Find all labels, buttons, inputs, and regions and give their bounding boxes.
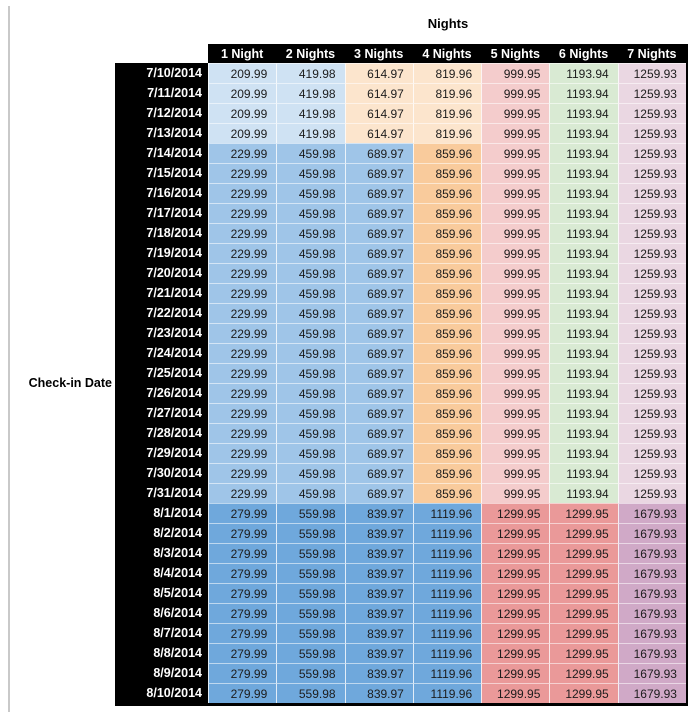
price-cell: 859.96 — [413, 403, 481, 423]
date-cell: 7/16/2014 — [115, 183, 208, 203]
price-cell: 1259.93 — [618, 223, 686, 243]
date-cell: 7/21/2014 — [115, 283, 208, 303]
price-cell: 229.99 — [208, 323, 276, 343]
price-cell: 1259.93 — [618, 103, 686, 123]
price-cell: 1679.93 — [618, 623, 686, 643]
column-header-1-nights: 1 Night — [208, 44, 276, 63]
price-cell: 459.98 — [276, 403, 344, 423]
price-cell: 1299.95 — [549, 623, 617, 643]
price-cell: 459.98 — [276, 203, 344, 223]
price-cell: 229.99 — [208, 423, 276, 443]
price-cell: 1259.93 — [618, 83, 686, 103]
price-cell: 1119.96 — [413, 603, 481, 623]
price-cell: 1299.95 — [549, 683, 617, 703]
date-cell: 7/17/2014 — [115, 203, 208, 223]
price-cell: 559.98 — [276, 643, 344, 663]
price-cell: 459.98 — [276, 443, 344, 463]
price-cell: 1259.93 — [618, 183, 686, 203]
price-cell: 859.96 — [413, 183, 481, 203]
price-cell: 1299.95 — [549, 663, 617, 683]
price-cell: 999.95 — [481, 283, 549, 303]
date-cell: 7/10/2014 — [115, 63, 208, 83]
price-cell: 689.97 — [345, 343, 413, 363]
price-cell: 279.99 — [208, 543, 276, 563]
price-cell: 689.97 — [345, 163, 413, 183]
price-cell: 689.97 — [345, 223, 413, 243]
price-cell: 819.96 — [413, 83, 481, 103]
date-cell: 7/29/2014 — [115, 443, 208, 463]
price-cell: 999.95 — [481, 443, 549, 463]
date-cell: 8/2/2014 — [115, 523, 208, 543]
price-cell: 1193.94 — [549, 143, 617, 163]
price-cell: 279.99 — [208, 623, 276, 643]
price-cell: 229.99 — [208, 163, 276, 183]
price-cell: 859.96 — [413, 303, 481, 323]
price-cell: 1119.96 — [413, 583, 481, 603]
price-cell: 1119.96 — [413, 643, 481, 663]
price-cell: 459.98 — [276, 243, 344, 263]
price-cell: 999.95 — [481, 323, 549, 343]
column-header-6-nights: 6 Nights — [549, 44, 617, 63]
price-cell: 689.97 — [345, 383, 413, 403]
price-cell: 999.95 — [481, 243, 549, 263]
price-cell: 614.97 — [345, 63, 413, 83]
price-cell: 1193.94 — [549, 323, 617, 343]
date-cell: 7/14/2014 — [115, 143, 208, 163]
price-cell: 839.97 — [345, 583, 413, 603]
price-cell: 1193.94 — [549, 483, 617, 503]
price-cell: 859.96 — [413, 263, 481, 283]
price-cell: 999.95 — [481, 463, 549, 483]
price-cell: 859.96 — [413, 203, 481, 223]
price-cell: 229.99 — [208, 483, 276, 503]
price-cell: 1119.96 — [413, 663, 481, 683]
price-cell: 1259.93 — [618, 163, 686, 183]
price-cell: 1119.96 — [413, 623, 481, 643]
price-cell: 1259.93 — [618, 443, 686, 463]
price-cell: 229.99 — [208, 223, 276, 243]
price-cell: 559.98 — [276, 603, 344, 623]
price-cell: 1299.95 — [549, 503, 617, 523]
price-cell: 1299.95 — [549, 523, 617, 543]
price-cell: 859.96 — [413, 343, 481, 363]
price-cell: 279.99 — [208, 583, 276, 603]
price-cell: 999.95 — [481, 363, 549, 383]
price-cell: 459.98 — [276, 463, 344, 483]
price-cell: 1193.94 — [549, 443, 617, 463]
price-cell: 999.95 — [481, 163, 549, 183]
price-cell: 229.99 — [208, 363, 276, 383]
price-cell: 1259.93 — [618, 363, 686, 383]
price-cell: 419.98 — [276, 103, 344, 123]
price-cell: 279.99 — [208, 603, 276, 623]
price-cell: 279.99 — [208, 683, 276, 703]
price-cell: 559.98 — [276, 683, 344, 703]
price-cell: 859.96 — [413, 163, 481, 183]
corner-spacer — [115, 44, 208, 63]
price-cell: 279.99 — [208, 503, 276, 523]
price-cell: 614.97 — [345, 83, 413, 103]
price-cell: 1299.95 — [481, 583, 549, 603]
price-cell: 999.95 — [481, 63, 549, 83]
price-cell: 1259.93 — [618, 243, 686, 263]
price-cell: 859.96 — [413, 383, 481, 403]
price-cell: 839.97 — [345, 503, 413, 523]
price-cell: 1299.95 — [481, 543, 549, 563]
price-cell: 1119.96 — [413, 683, 481, 703]
price-cell: 459.98 — [276, 383, 344, 403]
price-cell: 1259.93 — [618, 483, 686, 503]
price-cell: 1259.93 — [618, 263, 686, 283]
price-cell: 1259.93 — [618, 283, 686, 303]
price-cell: 559.98 — [276, 583, 344, 603]
price-cell: 614.97 — [345, 103, 413, 123]
price-cell: 209.99 — [208, 123, 276, 143]
price-cell: 999.95 — [481, 423, 549, 443]
price-cell: 1299.95 — [549, 603, 617, 623]
price-cell: 1193.94 — [549, 183, 617, 203]
price-cell: 859.96 — [413, 323, 481, 343]
date-cell: 8/8/2014 — [115, 643, 208, 663]
price-cell: 229.99 — [208, 443, 276, 463]
price-cell: 229.99 — [208, 203, 276, 223]
price-cell: 1119.96 — [413, 543, 481, 563]
date-cell: 7/20/2014 — [115, 263, 208, 283]
price-cell: 1193.94 — [549, 283, 617, 303]
price-cell: 1679.93 — [618, 563, 686, 583]
price-cell: 689.97 — [345, 323, 413, 343]
price-cell: 689.97 — [345, 263, 413, 283]
price-cell: 459.98 — [276, 423, 344, 443]
price-cell: 839.97 — [345, 683, 413, 703]
price-cell: 1259.93 — [618, 323, 686, 343]
price-cell: 1193.94 — [549, 123, 617, 143]
price-cell: 229.99 — [208, 243, 276, 263]
price-cell: 229.99 — [208, 343, 276, 363]
price-cell: 459.98 — [276, 483, 344, 503]
price-cell: 559.98 — [276, 543, 344, 563]
price-cell: 459.98 — [276, 323, 344, 343]
date-cell: 7/26/2014 — [115, 383, 208, 403]
price-cell: 1193.94 — [549, 163, 617, 183]
column-header-4-nights: 4 Nights — [413, 44, 481, 63]
price-cell: 689.97 — [345, 283, 413, 303]
date-cell: 8/9/2014 — [115, 663, 208, 683]
price-cell: 459.98 — [276, 143, 344, 163]
date-cell: 8/10/2014 — [115, 683, 208, 703]
price-table — [115, 44, 688, 706]
price-cell: 1299.95 — [481, 683, 549, 703]
price-cell: 689.97 — [345, 183, 413, 203]
price-cell: 1679.93 — [618, 583, 686, 603]
price-cell: 1679.93 — [618, 683, 686, 703]
price-cell: 859.96 — [413, 143, 481, 163]
price-cell: 209.99 — [208, 83, 276, 103]
date-cell: 7/13/2014 — [115, 123, 208, 143]
price-cell: 839.97 — [345, 603, 413, 623]
row-axis-label: Check-in Date — [28, 376, 112, 390]
price-cell: 999.95 — [481, 183, 549, 203]
price-cell: 279.99 — [208, 663, 276, 683]
price-cell: 1259.93 — [618, 383, 686, 403]
date-cell: 7/24/2014 — [115, 343, 208, 363]
price-cell: 229.99 — [208, 403, 276, 423]
date-cell: 7/11/2014 — [115, 83, 208, 103]
price-cell: 1259.93 — [618, 303, 686, 323]
price-cell: 859.96 — [413, 243, 481, 263]
price-cell: 1679.93 — [618, 663, 686, 683]
price-cell: 1299.95 — [549, 543, 617, 563]
price-cell: 1193.94 — [549, 263, 617, 283]
price-cell: 459.98 — [276, 163, 344, 183]
price-cell: 819.96 — [413, 103, 481, 123]
column-header-2-nights: 2 Nights — [276, 44, 344, 63]
price-cell: 689.97 — [345, 303, 413, 323]
price-cell: 1119.96 — [413, 523, 481, 543]
price-cell: 859.96 — [413, 283, 481, 303]
price-cell: 279.99 — [208, 563, 276, 583]
price-cell: 559.98 — [276, 663, 344, 683]
date-cell: 7/28/2014 — [115, 423, 208, 443]
price-cell: 859.96 — [413, 443, 481, 463]
price-cell: 999.95 — [481, 343, 549, 363]
price-cell: 459.98 — [276, 223, 344, 243]
price-cell: 1259.93 — [618, 423, 686, 443]
price-cell: 1193.94 — [549, 463, 617, 483]
price-cell: 999.95 — [481, 223, 549, 243]
date-cell: 8/4/2014 — [115, 563, 208, 583]
price-cell: 229.99 — [208, 463, 276, 483]
price-cell: 999.95 — [481, 303, 549, 323]
date-cell: 8/1/2014 — [115, 503, 208, 523]
date-cell: 8/5/2014 — [115, 583, 208, 603]
price-cell: 689.97 — [345, 363, 413, 383]
price-cell: 559.98 — [276, 523, 344, 543]
price-cell: 819.96 — [413, 123, 481, 143]
price-cell: 689.97 — [345, 483, 413, 503]
price-cell: 1679.93 — [618, 643, 686, 663]
date-cell: 7/25/2014 — [115, 363, 208, 383]
price-cell: 1119.96 — [413, 563, 481, 583]
price-cell: 279.99 — [208, 523, 276, 543]
date-cell: 7/27/2014 — [115, 403, 208, 423]
price-cell: 859.96 — [413, 223, 481, 243]
price-cell: 839.97 — [345, 643, 413, 663]
price-cell: 1679.93 — [618, 543, 686, 563]
date-cell: 7/31/2014 — [115, 483, 208, 503]
price-cell: 1259.93 — [618, 403, 686, 423]
price-cell: 459.98 — [276, 303, 344, 323]
date-cell: 7/15/2014 — [115, 163, 208, 183]
price-cell: 1193.94 — [549, 403, 617, 423]
price-cell: 1299.95 — [549, 563, 617, 583]
price-cell: 859.96 — [413, 463, 481, 483]
price-cell: 999.95 — [481, 83, 549, 103]
price-cell: 999.95 — [481, 103, 549, 123]
price-cell: 1679.93 — [618, 523, 686, 543]
date-cell: 7/22/2014 — [115, 303, 208, 323]
price-cell: 839.97 — [345, 663, 413, 683]
price-cell: 1299.95 — [481, 523, 549, 543]
price-cell: 1119.96 — [413, 503, 481, 523]
price-cell: 229.99 — [208, 263, 276, 283]
price-cell: 559.98 — [276, 503, 344, 523]
price-cell: 209.99 — [208, 63, 276, 83]
price-cell: 1193.94 — [549, 363, 617, 383]
price-cell: 859.96 — [413, 483, 481, 503]
price-cell: 1193.94 — [549, 423, 617, 443]
price-cell: 1259.93 — [618, 203, 686, 223]
price-cell: 229.99 — [208, 283, 276, 303]
price-cell: 689.97 — [345, 243, 413, 263]
price-cell: 1193.94 — [549, 83, 617, 103]
price-cell: 419.98 — [276, 83, 344, 103]
price-cell: 999.95 — [481, 383, 549, 403]
price-cell: 689.97 — [345, 143, 413, 163]
price-cell: 1299.95 — [481, 503, 549, 523]
price-cell: 1193.94 — [549, 223, 617, 243]
price-cell: 1259.93 — [618, 63, 686, 83]
price-cell: 1193.94 — [549, 203, 617, 223]
price-cell: 689.97 — [345, 203, 413, 223]
price-cell: 1259.93 — [618, 143, 686, 163]
column-header-7-nights: 7 Nights — [618, 44, 686, 63]
price-cell: 1259.93 — [618, 343, 686, 363]
price-cell: 1299.95 — [481, 663, 549, 683]
price-cell: 1193.94 — [549, 103, 617, 123]
price-cell: 689.97 — [345, 463, 413, 483]
price-cell: 229.99 — [208, 383, 276, 403]
price-cell: 819.96 — [413, 63, 481, 83]
price-cell: 1193.94 — [549, 343, 617, 363]
price-cell: 999.95 — [481, 203, 549, 223]
price-cell: 559.98 — [276, 623, 344, 643]
price-cell: 1193.94 — [549, 383, 617, 403]
price-cell: 1193.94 — [549, 303, 617, 323]
price-cell: 1299.95 — [481, 643, 549, 663]
price-cell: 1299.95 — [481, 603, 549, 623]
price-cell: 459.98 — [276, 343, 344, 363]
price-cell: 1259.93 — [618, 123, 686, 143]
price-cell: 999.95 — [481, 483, 549, 503]
price-cell: 999.95 — [481, 403, 549, 423]
price-cell: 1299.95 — [481, 623, 549, 643]
price-cell: 279.99 — [208, 643, 276, 663]
price-cell: 229.99 — [208, 143, 276, 163]
table-title: Nights — [427, 16, 469, 31]
price-cell: 689.97 — [345, 423, 413, 443]
price-cell: 1299.95 — [549, 583, 617, 603]
left-gridline — [8, 6, 10, 712]
price-cell: 999.95 — [481, 143, 549, 163]
price-cell: 459.98 — [276, 183, 344, 203]
price-cell: 689.97 — [345, 443, 413, 463]
price-cell: 559.98 — [276, 563, 344, 583]
price-cell: 419.98 — [276, 63, 344, 83]
price-cell: 1299.95 — [549, 643, 617, 663]
date-cell: 7/12/2014 — [115, 103, 208, 123]
date-cell: 7/19/2014 — [115, 243, 208, 263]
price-cell: 1679.93 — [618, 603, 686, 623]
column-header-5-nights: 5 Nights — [481, 44, 549, 63]
price-cell: 419.98 — [276, 123, 344, 143]
date-cell: 8/6/2014 — [115, 603, 208, 623]
price-cell: 1193.94 — [549, 243, 617, 263]
price-cell: 859.96 — [413, 423, 481, 443]
price-cell: 839.97 — [345, 623, 413, 643]
date-cell: 8/3/2014 — [115, 543, 208, 563]
price-cell: 999.95 — [481, 263, 549, 283]
price-cell: 1259.93 — [618, 463, 686, 483]
price-cell: 1193.94 — [549, 63, 617, 83]
price-cell: 229.99 — [208, 303, 276, 323]
price-cell: 839.97 — [345, 563, 413, 583]
date-cell: 7/30/2014 — [115, 463, 208, 483]
price-cell: 1299.95 — [481, 563, 549, 583]
price-cell: 459.98 — [276, 283, 344, 303]
price-cell: 859.96 — [413, 363, 481, 383]
date-cell: 7/23/2014 — [115, 323, 208, 343]
price-cell: 614.97 — [345, 123, 413, 143]
price-cell: 999.95 — [481, 123, 549, 143]
price-cell: 459.98 — [276, 263, 344, 283]
price-cell: 839.97 — [345, 543, 413, 563]
price-cell: 229.99 — [208, 183, 276, 203]
date-cell: 8/7/2014 — [115, 623, 208, 643]
price-cell: 209.99 — [208, 103, 276, 123]
date-cell: 7/18/2014 — [115, 223, 208, 243]
price-cell: 459.98 — [276, 363, 344, 383]
column-header-3-nights: 3 Nights — [345, 44, 413, 63]
price-cell: 839.97 — [345, 523, 413, 543]
price-cell: 689.97 — [345, 403, 413, 423]
price-cell: 1679.93 — [618, 503, 686, 523]
